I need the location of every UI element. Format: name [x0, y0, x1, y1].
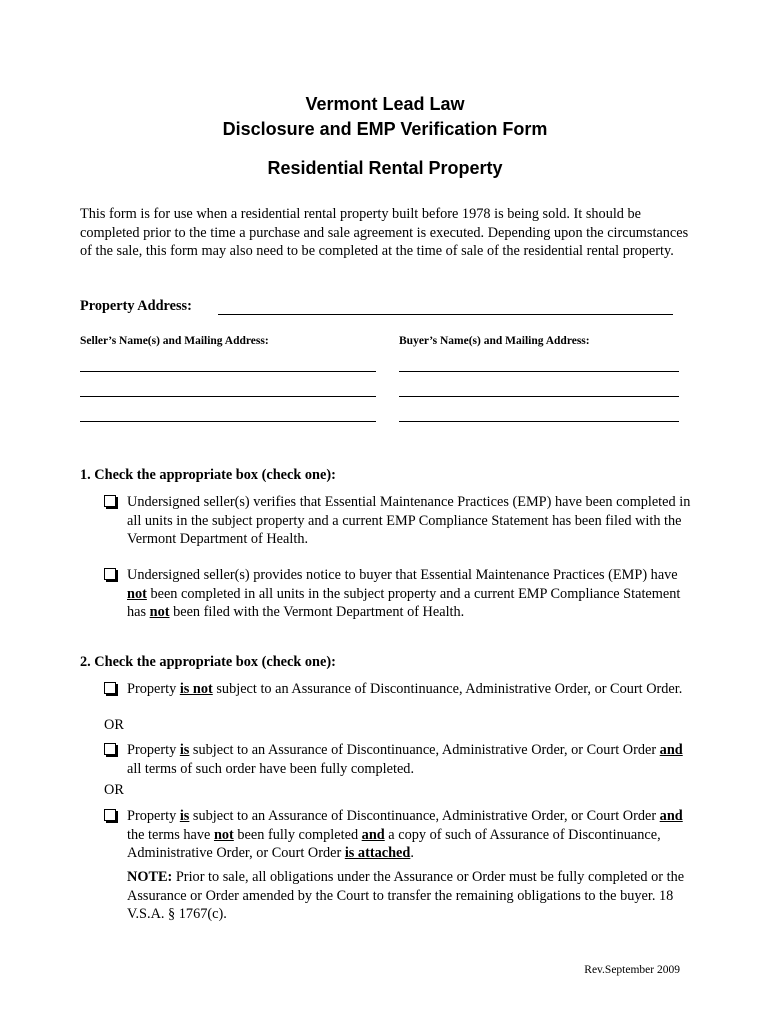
section2-heading: 2. Check the appropriate box (check one):: [80, 654, 336, 670]
or-separator-2: OR: [104, 782, 124, 798]
text-part: all terms of such order have been fully completed.: [127, 760, 415, 777]
section2-option3[interactable]: [104, 807, 694, 863]
emphasis: is: [179, 808, 190, 824]
form-subtitle: Residential Rental Property: [267, 158, 503, 178]
section2-option2[interactable]: [104, 741, 694, 778]
seller-line-2[interactable]: [80, 396, 376, 397]
buyer-label: Buyer’s Name(s) and Mailing Address:: [399, 335, 590, 347]
text-part: the terms have: [127, 826, 214, 843]
checkbox[interactable]: [104, 568, 116, 580]
section2-option3-text: [127, 807, 694, 863]
section2-option2-text: [127, 741, 694, 778]
text-part: subject to an Assurance of Discontinuance, Administrative Order, or Court Order.: [212, 681, 683, 697]
text-part: Property: [127, 742, 180, 758]
emphasis: not: [127, 585, 147, 602]
text-part: subject to an Assurance of Discontinuance, Administrative Order, or Court Order: [189, 808, 660, 824]
note-paragraph: [127, 868, 697, 924]
text-part: Property: [127, 681, 180, 697]
checkbox[interactable]: [104, 682, 116, 694]
note-text: Prior to sale, all obligations under the Assurance or Order must be fully completed or the Assurance or Order amended by the Court to transfer the remaining obligations to the buyer. 18 V.S.A. § 1767(c).: [127, 869, 685, 922]
text-part: been filed with the Vermont Department of Health.: [169, 604, 465, 620]
emphasis: not: [149, 604, 170, 620]
buyer-line-3[interactable]: [399, 421, 679, 422]
checkbox[interactable]: [104, 809, 116, 821]
text-part: Property: [127, 808, 180, 824]
form-title-line1: Vermont Lead Law: [305, 94, 465, 114]
seller-label: Seller’s Name(s) and Mailing Address:: [80, 335, 269, 347]
emphasis: and: [659, 808, 683, 824]
intro-paragraph: This form is for use when a residential rental property built before 1978 is being sold. It should be completed prior to the time a purchase and sale agreement is executed. Depending upon the circumstances of the sale, this form may also need to be completed at the time of sale of the residential rental property.: [80, 206, 689, 259]
text-part: Undersigned seller(s) provides notice to buyer that Essential Maintenance Practices (EMP) have: [127, 567, 678, 583]
section1-option2[interactable]: [104, 566, 694, 622]
checkbox[interactable]: [104, 743, 116, 755]
buyer-line-1[interactable]: [399, 371, 679, 372]
text-part: subject to an Assurance of Discontinuance, Administrative Order, or Court Order: [189, 742, 660, 758]
section1-option1[interactable]: [104, 493, 694, 549]
section1-option2-text: [127, 566, 694, 622]
property-address-line[interactable]: [218, 314, 673, 315]
seller-line-1[interactable]: [80, 371, 376, 372]
section1-option1-text: Undersigned seller(s) verifies that Essential Maintenance Practices (EMP) have been completed in all units in the subject property and a current EMP Compliance Statement has been filed with the Vermont Department of Health.: [127, 494, 691, 547]
emphasis: and: [659, 742, 683, 758]
note-label: NOTE:: [127, 869, 173, 885]
form-title-line2: Disclosure and EMP Verification Form: [222, 119, 548, 139]
text-part: a copy of such of Assurance of Discontinuance, Administrative Order, or Court Order: [127, 826, 661, 861]
section2-option1-text: [127, 680, 694, 699]
or-separator-1: OR: [104, 717, 124, 733]
seller-line-3[interactable]: [80, 421, 376, 422]
text-part: been completed in all units in the subject property and a current EMP Compliance Statement has: [127, 585, 681, 620]
emphasis: is: [179, 742, 190, 758]
buyer-line-2[interactable]: [399, 396, 679, 397]
emphasis: not: [213, 826, 234, 843]
emphasis: and: [361, 826, 385, 843]
section1-heading: 1. Check the appropriate box (check one):: [80, 467, 336, 483]
property-address-label: Property Address:: [80, 298, 192, 314]
text-part: been fully completed: [233, 826, 362, 843]
emphasis: is not: [179, 681, 213, 697]
section2-option1[interactable]: [104, 680, 694, 699]
revision-date: Rev.September 2009: [584, 964, 680, 976]
emphasis: is attached: [344, 845, 411, 861]
checkbox[interactable]: [104, 495, 116, 507]
text-part: .: [410, 845, 414, 861]
